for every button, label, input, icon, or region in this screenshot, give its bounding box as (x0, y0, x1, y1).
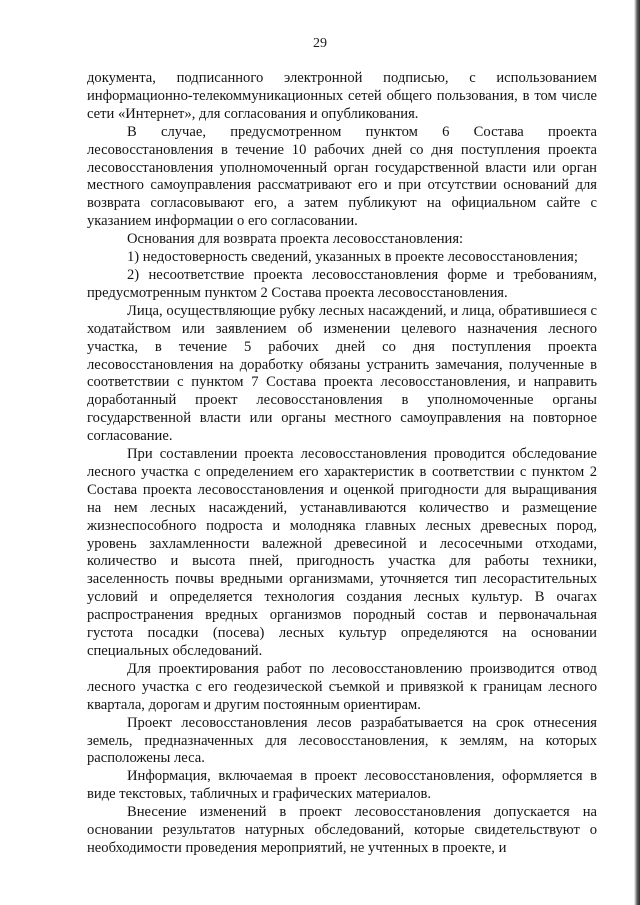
paragraph-revision-procedure: Лица, осуществляющие рубку лесных насаждений, и лица, обратившиеся с ходатайством или заявлением об изменении целевого назначения лесного участка, в течение 5 рабочих дней со дня поступления проекта лесовосстановления на доработку обязаны устранить замечания, полученные в соответствии с пунктом 7 Состава проекта лесовосстановления, и направить доработанный проект лесовосстановления в уполномоченные органы государственной власти или органы местного самоуправления на повторное согласование. (87, 302, 597, 445)
paragraph-amendments: Внесение изменений в проект лесовосстановления допускается на основании результатов натурных обследований, которые свидетельствуют о необходимости проведения мероприятий, не учтенных в проекте, и (87, 804, 597, 856)
paragraph-return-grounds-heading: Основания для возврата проекта лесовосстановления: (127, 231, 464, 248)
list-item-return-ground-1: 1) недостоверность сведений, указанных в проекте лесовосстановления; (127, 249, 578, 266)
paragraph-site-allotment: Для проектирования работ по лесовосстановлению производится отвод лесного участка с его геодезической съемкой и привязкой к границам лесного квартала, дорогам и другим постоянным ориентирам. (87, 660, 597, 713)
page-body (87, 70, 597, 858)
paragraph-continuation: документа, подписанного электронной подписью, с использованием информационно-телекоммуникационных сетей общего пользования, в том числе сети «Интернет», для согласования и опубликования. (87, 70, 597, 122)
scan-edge-shadow (634, 0, 640, 905)
paragraph-project-format: Информация, включаемая в проект лесовосстановления, оформляется в виде текстовых, табличных и графических материалов. (87, 768, 597, 803)
paragraph-project-term: Проект лесовосстановления лесов разрабатывается на срок отнесения земель, предназначенных для лесовосстановления, к землям, на которых расположены леса. (87, 714, 597, 767)
paragraph-site-survey: При составлении проекта лесовосстановления проводится обследование лесного участка с определением его характеристик в соответствии с пунктом 2 Состава проекта лесовосстановления и оценкой пригодности для выращивания на нем лесных насаждений, устанавливаются количество и размещение жизнеспособного подроста и молодняка главных лесных древесных пород, уровень захламленности валежной древесиной и лесосечными отходами, количество и высота пней, пригодность участка для работы техники, заселенность почвы вредными организмами, уточняется тип лесорастительных условий и определяется технология создания лесных культур. В очагах распространения вредных организмов породный состав и первоначальная густота посадки (посева) лесных культур определяются на основании специальных обследований. (87, 446, 597, 659)
paragraph-approval-procedure: В случае, предусмотренном пунктом 6 Состава проекта лесовосстановления в течение 10 рабочих дней со дня поступления проекта лесовосстановления уполномоченный орган государственной власти или орган местного самоуправления рассматривают его и при отсутствии оснований для возврата согласовывают его, а затем публикуют на официальном сайте с указанием информации о его согласовании. (87, 123, 597, 230)
list-item-return-ground-2: 2) несоответствие проекта лесовосстановления форме и требованиям, предусмотренным пунктом 2 Состава проекта лесовосстановления. (87, 266, 597, 301)
page-number: 29 (313, 36, 327, 51)
